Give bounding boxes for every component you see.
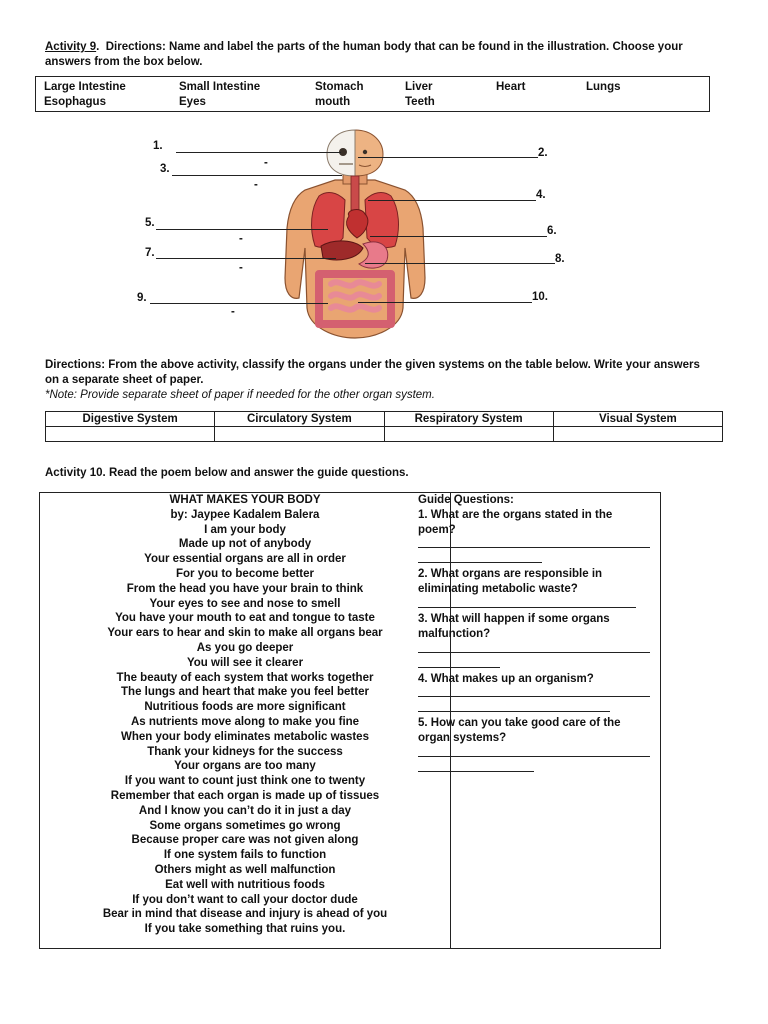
guide-q4: 4. What makes up an organism? <box>418 672 594 685</box>
answer-line-10[interactable] <box>358 302 532 303</box>
cell-visual-answer[interactable] <box>553 427 722 442</box>
poem-line: Nutritious foods are more significant <box>144 701 346 714</box>
answer-line-q5a[interactable] <box>418 746 654 761</box>
guide-q2-cont: eliminating metabolic waste? <box>418 583 578 596</box>
poem-line: Others might as well malfunction <box>154 863 336 876</box>
table-header-row <box>46 412 723 427</box>
poem-line: Your eyes to see and nose to smell <box>149 597 341 610</box>
activity9-directions-text: Name and label the parts of the human body that can be found in the illustration. Choose your <box>169 41 683 53</box>
activity9-directions-label: Directions: <box>105 41 166 53</box>
poem-line: When your body eliminates metabolic wastes <box>121 730 369 743</box>
table-answer-row <box>46 427 723 442</box>
poem-line: Some organs sometimes go wrong <box>149 819 341 832</box>
word-teeth: Teeth <box>405 96 435 108</box>
answer-line-q3a[interactable] <box>418 642 654 657</box>
poem-line: Eat well with nutritious foods <box>165 878 325 891</box>
label-9: 9. <box>137 292 147 304</box>
poem-line: I am your body <box>204 523 286 536</box>
col-circulatory-system: Circulatory System <box>215 412 384 427</box>
answer-line-q1a[interactable] <box>418 537 654 552</box>
poem-line: Your ears to hear and skin to make all organs bear <box>107 627 383 640</box>
poem-line: As you go deeper <box>196 641 294 654</box>
poem-line: You will see it clearer <box>186 656 304 669</box>
answer-line-q4a[interactable] <box>418 686 654 701</box>
col-visual-system: Visual System <box>553 412 722 427</box>
label-8: 8. <box>555 253 565 265</box>
activity9-title: Activity 9 <box>45 41 97 53</box>
word-eyes: Eyes <box>179 96 206 108</box>
answer-line-q1b[interactable] <box>418 552 654 567</box>
classify-directions-label: Directions: <box>45 359 106 371</box>
guide-questions <box>418 493 654 776</box>
poem-author: by: Jaypee Kadalem Balera <box>170 508 320 521</box>
label-10: 10. <box>532 291 548 303</box>
dash-7: - <box>239 262 243 274</box>
word-mouth: mouth <box>315 96 351 108</box>
activity10-instruction: Read the poem below and answer the guide questions. <box>108 467 409 479</box>
poem <box>40 493 450 937</box>
activity9-directions: Activity 9. Directions: Name and label the parts of the human body that can be found in the illustration. Choose your answers from the box below. <box>45 41 683 68</box>
label-4: 4. <box>536 189 546 201</box>
word-heart: Heart <box>496 81 526 93</box>
dash-9: - <box>231 306 235 318</box>
answer-line-q5b[interactable] <box>418 761 654 776</box>
answer-line-3[interactable] <box>172 175 342 176</box>
poem-line: As nutrients move along to make you fine <box>130 715 360 728</box>
poem-line: You have your mouth to eat and tongue to taste <box>115 612 375 625</box>
classify-note: *Note: Provide separate sheet of paper if needed for the other organ system. <box>45 389 435 401</box>
poem-line: The beauty of each system that works together <box>116 671 374 684</box>
classify-directions-line1: From the above activity, classify the organs under the given systems on the table below. Write your answers <box>108 359 700 371</box>
answer-line-2[interactable] <box>358 157 538 158</box>
organ-systems-table <box>45 411 723 442</box>
answer-line-q4b[interactable] <box>418 701 654 716</box>
poem-title: WHAT MAKES YOUR BODY <box>169 494 321 506</box>
answer-line-9[interactable] <box>150 303 328 304</box>
poem-box <box>39 492 661 949</box>
guide-q3-cont: malfunction? <box>418 627 491 640</box>
poem-line: For you to become better <box>175 567 315 580</box>
poem-line: Made up not of anybody <box>178 538 312 551</box>
answer-line-5[interactable] <box>156 229 328 230</box>
answer-line-q2[interactable] <box>418 597 654 612</box>
poem-line: Bear in mind that disease and injury is ahead of you <box>102 908 388 921</box>
poem-line: From the head you have your brain to think <box>126 582 364 595</box>
guide-q2: 2. What organs are responsible in <box>418 568 603 581</box>
dash-3a: - <box>264 157 268 169</box>
guide-q5: 5. How can you take good care of the <box>418 717 621 730</box>
word-large-intestine: Large Intestine <box>44 81 126 93</box>
classify-directions-line2: on a separate sheet of paper. <box>45 374 204 386</box>
poem-line: Your essential organs are all in order <box>144 553 346 566</box>
human-body-illustration <box>275 128 435 340</box>
answer-line-8[interactable] <box>365 263 555 264</box>
poem-line: Thank your kidneys for the success <box>147 745 343 758</box>
poem-line: If one system fails to function <box>163 849 327 862</box>
answer-line-7[interactable] <box>156 258 336 259</box>
dash-3b: - <box>254 179 258 191</box>
activity10-heading <box>45 467 409 479</box>
answer-line-4[interactable] <box>368 200 536 201</box>
word-small-intestine: Small Intestine <box>179 81 261 93</box>
answer-line-6[interactable] <box>370 236 547 237</box>
label-7: 7. <box>145 247 155 259</box>
guide-q5-cont: organ systems? <box>418 732 507 745</box>
poem-line: And I know you can’t do it in just a day <box>138 804 352 817</box>
col-respiratory-system: Respiratory System <box>384 412 553 427</box>
col-digestive-system: Digestive System <box>46 412 215 427</box>
guide-q1-cont: poem? <box>418 523 456 536</box>
classify-directions <box>45 358 745 403</box>
label-5: 5. <box>145 217 155 229</box>
activity9-directions-text2: answers from the box below. <box>45 56 203 68</box>
cell-respiratory-answer[interactable] <box>384 427 553 442</box>
label-6: 6. <box>547 225 557 237</box>
cell-digestive-answer[interactable] <box>46 427 215 442</box>
poem-line: If you want to count just think one to twenty <box>124 775 366 788</box>
word-liver: Liver <box>405 81 433 93</box>
poem-line: Remember that each organ is made up of tissues <box>110 789 380 802</box>
poem-line: Because proper care was not given along <box>131 834 359 847</box>
label-3: 3. <box>160 163 170 175</box>
guide-title: Guide Questions: <box>418 494 514 506</box>
poem-line: If you take something that ruins you. <box>144 923 346 936</box>
poem-line: If you don’t want to call your doctor dude <box>132 893 358 906</box>
poem-line: Your organs are too many <box>174 760 316 773</box>
poem-line: The lungs and heart that make you feel better <box>121 686 369 699</box>
label-2: 2. <box>538 147 548 159</box>
word-esophagus: Esophagus <box>44 96 106 108</box>
guide-q1: 1. What are the organs stated in the <box>418 508 613 521</box>
activity10-title: Activity 10. <box>45 467 106 479</box>
word-stomach: Stomach <box>315 81 364 93</box>
guide-q3: 3. What will happen if some organs <box>418 612 610 625</box>
answer-line-1[interactable] <box>176 152 341 153</box>
dash-5: - <box>239 233 243 245</box>
cell-circulatory-answer[interactable] <box>215 427 384 442</box>
label-1: 1. <box>153 140 163 152</box>
word-box <box>35 76 710 112</box>
answer-line-q3b[interactable] <box>418 657 654 672</box>
word-lungs: Lungs <box>586 81 621 93</box>
